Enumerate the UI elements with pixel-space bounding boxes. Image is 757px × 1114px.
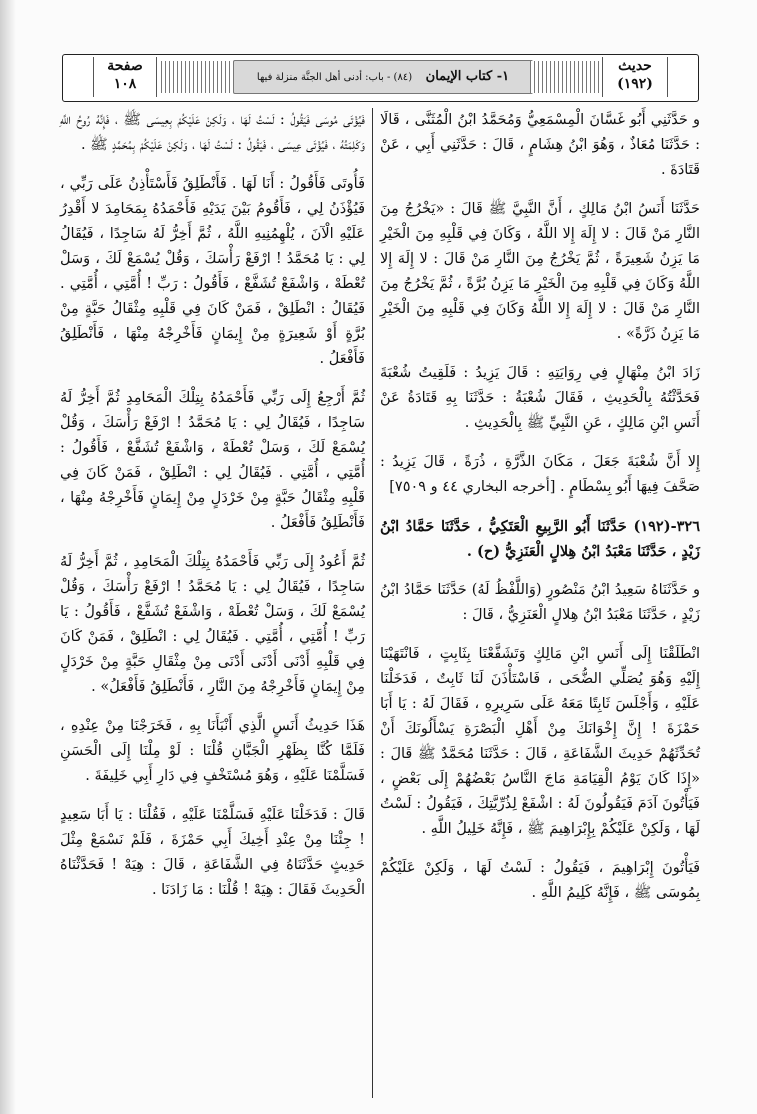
paragraph: قَالَ : فَدَخَلْنَا عَلَيْهِ فَسَلَّمْنَا عَلَيْهِ ، فَقُلْنَا : يَا أَبَا سَعِيدٍ ! جِئْنَا مِنْ عِنْدِ أَخِيكَ أَبِي حَمْزَةَ ، فَلَمْ نَسْمَعْ مِثْلَ حَدِيثٍ حَدَّثَنَاهُ فِي الشَّفَاعَةِ ، قَالَ : هِيَهْ ! فَحَدَّثْنَاهُ الْحَدِيثَ فَقَالَ : هِيَهْ ! قُلْنَا : مَا زَادَنَا .: [60, 807, 365, 898]
paragraph: و حَدَّثَنِي أَبُو غَسَّانَ الْمِسْمَعِيُّ وَمُحَمَّدُ ابْنُ الْمُثَنَّى ، قَالَا : حَدَّثَنَا مُعَاذٌ ، وَهُوَ ابْنُ هِشَامٍ ، قَالَ : حَدَّثَنِي أَبِي ، عَنْ قَتَادَةَ .: [380, 112, 700, 178]
paragraph: فَيَأْتُونَ إِبْرَاهِيمَ ، فَيَقُولُ : لَسْتُ لَهَا ، وَلَكِنْ عَلَيْكُمْ بِمُوسَى ﷺ ، فَإِنَّهُ كَلِيمُ اللَّهِ .: [380, 860, 700, 901]
page-header: [62, 54, 699, 102]
paragraph: انْطَلَقْنَا إِلَى أَنَسِ ابْنِ مَالِكٍ وَتَشَفَّعْنَا بِثَابِتٍ ، فَانْتَهَيْنَا إِلَيْهِ وَهُوَ يُصَلِّي الضُّحَى ، فَاسْتَأْذَنَ لَنَا ثَابِتٌ ، فَدَخَلْنَا عَلَيْهِ ، وَأَجْلَسَ ثَابِتًا مَعَهُ عَلَى سَرِيرِهِ ، فَقَالَ لَهُ : يَا أَبَا حَمْزَةَ ! إِنَّ إِخْوَانَكَ مِنْ أَهْلِ الْبَصْرَةِ يَسْأَلُونَكَ أَنْ تُحَدِّثَهُمْ حَدِيثَ الشَّفَاعَةِ ، قَالَ : حَدَّثَنَا مُحَمَّدٌ ﷺ قَالَ : «إِذَا كَانَ يَوْمُ الْقِيَامَةِ مَاجَ النَّاسُ بَعْضُهُمْ إِلَى بَعْضٍ ، فَيَأْتُونَ آدَمَ فَيَقُولُونَ لَهُ : اشْفَعْ لِذُرِّيَّتِكَ ، فَيَقُولُ : لَسْتُ لَهَا ، وَلَكِنْ عَلَيْكُمْ بِإِبْرَاهِيمَ ﷺ ، فَإِنَّهُ خَلِيلُ اللَّهِ .: [380, 646, 700, 837]
right-text-column: [380, 108, 700, 920]
page-label: صفحة: [107, 58, 143, 74]
left-text-column: [60, 108, 365, 917]
header-ornament-left: [161, 61, 231, 93]
book-title: ١- كتاب الإيمان: [425, 69, 510, 84]
paragraph: فَأُوتَى فَأَقُولُ : أَنَا لَهَا . فَأَنْطَلِقُ فَأَسْتَأْذِنُ عَلَى رَبِّي ، فَيُؤْذَنُ لِي ، فَأَقُومُ بَيْنَ يَدَيْهِ فَأَحْمَدُهُ بِمَحَامِدَ لا أَقْدِرُ عَلَيْهِ الْآنَ ، يُلْهِمُنِيهِ اللَّهُ ، ثُمَّ أَخِرُّ لَهُ سَاجِدًا ، فَيُقَالُ لِي : يَا مُحَمَّدُ ! ارْفَعْ رَأْسَكَ ، وَقُلْ يُسْمَعْ لَكَ ، وَسَلْ تُعْطَهْ ، وَاشْفَعْ تُشَفَّعْ ، فَأَقُولُ : رَبِّ ! أُمَّتِي ، أُمَّتِي . فَيُقَالُ : انْطَلِقْ ، فَمَنْ كَانَ فِي قَلْبِهِ مِثْقَالُ حَبَّةٍ مِنْ بُرَّةٍ أَوْ شَعِيرَةٍ مِنْ إِيمَانٍ فَأَخْرِجْهُ مِنْهَا ، فَأَنْطَلِقُ فَأَفْعَلُ .: [60, 176, 365, 367]
column-divider: [372, 108, 373, 1098]
chapter-title: (٨٤) - باب: أدنى أهل الجنَّة منزلة فيها: [256, 72, 413, 83]
paragraph: حَدَّثَنَا أَنَسُ ابْنُ مَالِكٍ ، أَنَّ النَّبِيَّ ﷺ قَالَ : «يَخْرُجُ مِنَ النَّارِ مَنْ قَالَ : لا إِلَهَ إِلا اللَّهُ ، وَكَانَ فِي قَلْبِهِ مِنَ الْخَيْرِ مَا يَزِنُ شَعِيرَةً ، ثُمَّ يَخْرُجُ مِنَ النَّارِ مَنْ قَالَ : لا إِلَهَ إِلا اللَّهُ وَكَانَ فِي قَلْبِهِ مِنَ الْخَيْرِ مَا يَزِنُ بُرَّةً ، ثُمَّ يَخْرُجُ مِنَ النَّارِ مَنْ قَالَ : لا إِلَهَ إِلا اللَّهُ وَكَانَ فِي قَلْبِهِ مِنَ الْخَيْرِ مَا يَزِنُ ذَرَّةً» .: [380, 201, 700, 342]
paragraph: ثُمَّ أَعُودُ إِلَى رَبِّي فَأَحْمَدُهُ بِتِلْكَ الْمَحَامِدِ ، ثُمَّ أَخِرُّ لَهُ سَاجِدًا ، فَيُقَالُ لِي : يَا مُحَمَّدُ ! ارْفَعْ رَأْسَكَ ، وَقُلْ يُسْمَعْ لَكَ ، وَسَلْ تُعْطَهْ ، وَاشْفَعْ تُشَفَّعْ ، فَأَقُولُ : يَا رَبِّ ! أُمَّتِي ، أُمَّتِي . فَيُقَالُ لِي : انْطَلِقْ ، فَمَنْ كَانَ فِي قَلْبِهِ أَدْنَى أَدْنَى أَدْنَى مِنْ مِثْقَالِ حَبَّةٍ مِنْ خَرْدَلٍ مِنْ إِيمَانٍ فَأَخْرِجْهُ مِنَ النَّارِ ، فَأَنْطَلِقُ فَأَفْعَلُ» .: [60, 554, 365, 695]
hadith-number-box: [602, 57, 668, 97]
hadith-heading: ٣٢٦-(١٩٢) حَدَّثَنَا أَبُو الرَّبِيعِ الْعَتَكِيُّ ، حَدَّثَنَا حَمَّادُ ابْنُ زَيْدٍ ، حَدَّثَنَا مَعْبَدُ ابْنُ هِلالٍ الْعَنَزِيُّ (ح) .: [380, 518, 700, 560]
paragraph: هَذَا حَدِيثُ أَنَسٍ الَّذِي أَنْبَأَنَا بِهِ ، فَخَرَجْنَا مِنْ عِنْدِهِ ، فَلَمَّا كُنَّا بِظَهْرِ الْجَبَّانِ قُلْنَا : لَوْ مِلْنَا إِلَى الْحَسَنِ فَسَلَّمْنَا عَلَيْهِ ، وَهُوَ مُسْتَخْفٍ فِي دَارِ أَبِي خَلِيفَةَ .: [60, 718, 365, 784]
page-number: ١٠٨: [113, 76, 137, 92]
paragraph: زَادَ ابْنُ مِنْهَالٍ فِي رِوَايَتِهِ : قَالَ يَزِيدُ : فَلَقِيتُ شُعْبَةَ فَحَدَّثْتُهُ بِالْحَدِيثِ ، فَقَالَ شُعْبَةُ : حَدَّثَنَا بِهِ قَتَادَةُ عَنْ أَنَسِ ابْنِ مَالِكٍ ، عَنِ النَّبِيِّ ﷺ بِالْحَدِيثِ .: [380, 365, 700, 431]
paragraph: ثُمَّ أَرْجِعُ إِلَى رَبِّي فَأَحْمَدُهُ بِتِلْكَ الْمَحَامِدِ ثُمَّ أَخِرُّ لَهُ سَاجِدًا ، فَيُقَالُ لِي : يَا مُحَمَّدُ ! ارْفَعْ رَأْسَكَ ، وَقُلْ يُسْمَعْ لَكَ ، وَسَلْ تُعْطَهْ ، وَاشْفَعْ تُشَفَّعْ ، فَأَقُولُ : أُمَّتِي ، أُمَّتِي . فَيُقَالُ لِي : انْطَلِقْ ، فَمَنْ كَانَ فِي قَلْبِهِ مِثْقَالُ حَبَّةٍ مِنْ خَرْدَلٍ مِنْ إِيمَانٍ فَأَخْرِجْهُ مِنْهَا ، فَأَنْطَلِقُ فَأَفْعَلُ .: [60, 390, 365, 531]
paragraph: و حَدَّثَنَاهُ سَعِيدُ ابْنُ مَنْصُورٍ (وَاللَّفْظُ لَهُ) حَدَّثَنَا حَمَّادُ ابْنُ زَيْدٍ ، حَدَّثَنَا مَعْبَدُ ابْنُ هِلالٍ الْعَنَزِيُّ ، قَالَ :: [380, 582, 700, 623]
paragraph: إِلا أَنَّ شُعْبَةَ جَعَلَ ، مَكَانَ الذَّرَّةِ ، ذُرَةً ، قَالَ يَزِيدُ : صَحَّفَ فِيهَا أَبُو بِسْطَامٍ . [أخرجه البخاري ٤٤ و ٧٥٠٩]: [380, 454, 700, 495]
page-shadow: [0, 0, 16, 1114]
header-ornament-right: [530, 61, 600, 93]
page-number-box: [93, 57, 157, 97]
chapter-title-band: [233, 60, 533, 94]
paragraph: فَيُؤْتَى مُوسَى فَيَقُولُ : لَسْتُ لَهَا ، وَلَكِنْ عَلَيْكُمْ بِعِيسَى ﷺ ، فَإِنَّهُ رُوحُ اللَّهِ وَكَلِمَتُهُ ، فَيُؤْتَى عِيسَى ، فَيَقُولُ : لَسْتُ لَهَا ، وَلَكِنْ عَلَيْكُمْ بِمُحَمَّدٍ ﷺ .: [60, 112, 365, 153]
hadith-number: (١٩٢): [617, 76, 653, 92]
hadith-label: حديث: [618, 58, 652, 74]
